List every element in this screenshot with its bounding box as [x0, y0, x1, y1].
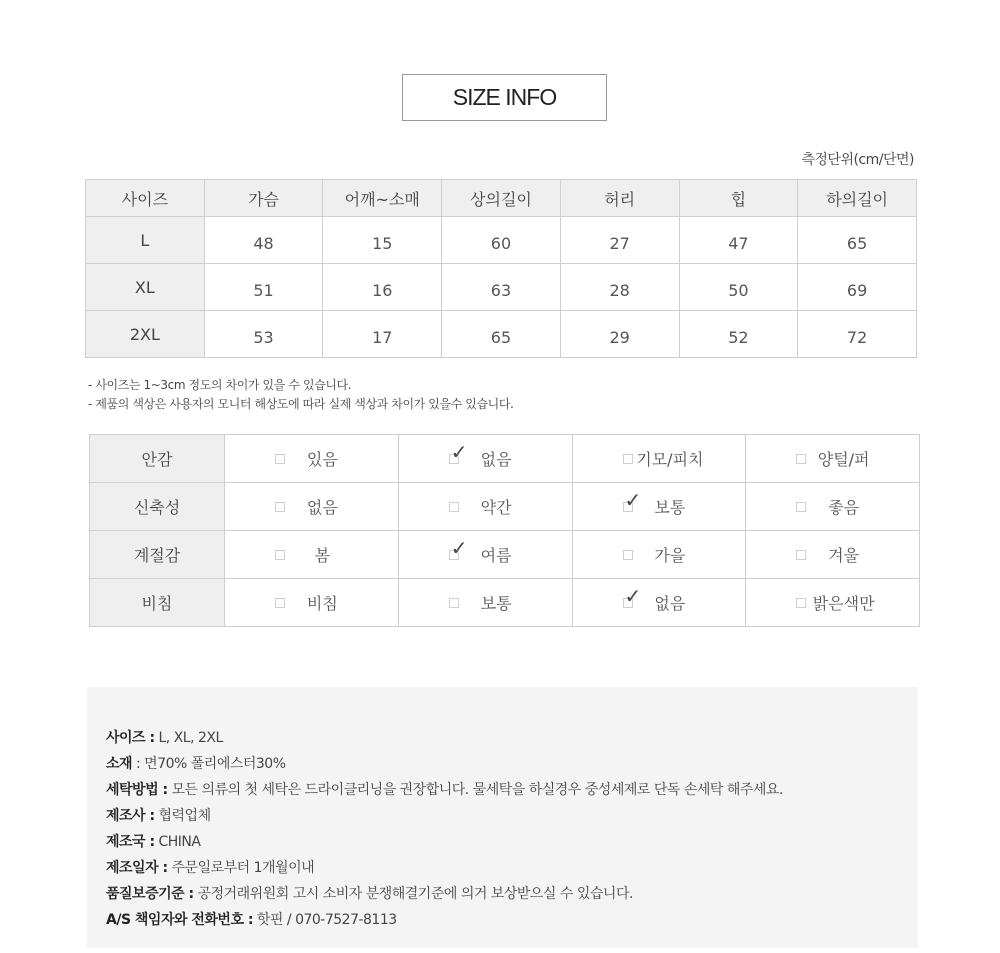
check-mark-icon: ✓ [624, 488, 642, 512]
size-value: 15 [323, 217, 442, 264]
checkbox-icon[interactable] [796, 598, 806, 608]
feature-option-label: 보통 [480, 594, 512, 613]
feature-option-label: 있음 [306, 450, 338, 469]
size-value: 60 [442, 217, 561, 264]
size-notes [88, 376, 513, 414]
feature-label: 비침 [90, 579, 225, 627]
info-key: 소재 [106, 756, 133, 772]
size-value: 50 [679, 264, 798, 311]
size-note: - 사이즈는 1~3cm 정도의 차이가 있을 수 있습니다. [88, 378, 352, 392]
feature-option-label: 좋음 [828, 498, 860, 517]
size-row-xl [86, 264, 917, 311]
info-key: A/S 책임자와 전화번호 : [106, 912, 253, 928]
feature-option-label: 밝은색만 [812, 594, 875, 613]
feature-option-label: 여름 [480, 546, 512, 565]
size-label: 2XL [86, 311, 205, 358]
info-key: 제조일자 : [106, 860, 168, 876]
checkbox-icon[interactable] [796, 502, 806, 512]
size-table-header-row [86, 180, 917, 217]
header-size: 사이즈 [86, 180, 205, 217]
size-row-l [86, 217, 917, 264]
check-mark-icon: ✓ [450, 440, 468, 464]
size-value: 17 [323, 311, 442, 358]
feature-option[interactable] [398, 531, 572, 579]
feature-option[interactable] [746, 531, 920, 579]
checkbox-icon[interactable] [275, 550, 285, 560]
size-info-title [402, 74, 607, 121]
checkbox-icon[interactable] [275, 598, 285, 608]
size-value: 69 [798, 264, 917, 311]
feature-label: 계절감 [90, 531, 225, 579]
info-key: 품질보증기준 : [106, 886, 194, 902]
checkbox-icon[interactable] [275, 502, 285, 512]
feature-label: 신축성 [90, 483, 225, 531]
size-value: 27 [560, 217, 679, 264]
checkbox-icon[interactable] [796, 454, 806, 464]
checkbox-icon[interactable] [449, 598, 459, 608]
feature-option[interactable] [572, 483, 746, 531]
feature-option-label: 양털/퍼 [817, 450, 870, 469]
info-row [106, 829, 783, 855]
size-value: 63 [442, 264, 561, 311]
feature-option-label: 보통 [654, 498, 686, 517]
size-value: 47 [679, 217, 798, 264]
feature-option-label: 가을 [654, 546, 686, 565]
info-value: 협력업체 [154, 808, 211, 824]
feature-option-label: 없음 [654, 594, 686, 613]
unit-note: 측정단위(cm/단면) [801, 152, 914, 168]
header-shoulder-sleeve: 어깨~소매 [323, 180, 442, 217]
feature-option-label: 비침 [306, 594, 338, 613]
check-mark-icon: ✓ [624, 584, 642, 608]
feature-option[interactable] [572, 435, 746, 483]
info-row [106, 881, 783, 907]
info-key: 제조사 : [106, 808, 155, 824]
feature-label: 안감 [90, 435, 225, 483]
info-value: 핫핀 / 070-7527-8113 [252, 912, 397, 928]
info-row [106, 803, 783, 829]
info-key: 제조국 : [106, 834, 155, 850]
info-key: 세탁방법 : [106, 782, 168, 798]
info-row [106, 751, 783, 777]
feature-option[interactable] [746, 483, 920, 531]
info-value: 모든 의류의 첫 세탁은 드라이클리닝을 권장합니다. 물세탁을 하실경우 중성세제로 단독 손세탁 해주세요. [167, 782, 783, 798]
size-value: 48 [204, 217, 323, 264]
header-waist: 허리 [560, 180, 679, 217]
feature-option[interactable] [572, 531, 746, 579]
info-value: : 면70% 폴리에스터30% [132, 756, 286, 772]
feature-option-label: 약간 [480, 498, 512, 517]
feature-option[interactable] [398, 483, 572, 531]
check-mark-icon: ✓ [450, 536, 468, 560]
product-info-list [106, 725, 783, 933]
info-key: 사이즈 : [106, 730, 155, 746]
feature-option[interactable] [398, 435, 572, 483]
feature-option[interactable] [572, 579, 746, 627]
feature-option-label: 없음 [480, 450, 512, 469]
color-note: - 제품의 색상은 사용자의 모니터 해상도에 따라 실제 색상과 차이가 있을수 있습니다. [88, 397, 514, 411]
checkbox-icon[interactable] [449, 502, 459, 512]
info-row [106, 907, 783, 933]
info-row [106, 855, 783, 881]
feature-option[interactable] [398, 579, 572, 627]
feature-option[interactable] [225, 579, 399, 627]
feature-option[interactable] [746, 435, 920, 483]
size-value: 72 [798, 311, 917, 358]
size-label: L [86, 217, 205, 264]
header-top-length: 상의길이 [442, 180, 561, 217]
header-bottom-length: 하의길이 [798, 180, 917, 217]
feature-row-season [90, 531, 920, 579]
size-value: 51 [204, 264, 323, 311]
checkbox-icon[interactable] [275, 454, 285, 464]
size-label: XL [86, 264, 205, 311]
checkbox-icon[interactable] [623, 454, 633, 464]
size-value: 65 [442, 311, 561, 358]
feature-option[interactable] [225, 483, 399, 531]
info-value: 공정거래위원회 고시 소비자 분쟁해결기준에 의거 보상받으실 수 있습니다. [193, 886, 633, 902]
size-value: 52 [679, 311, 798, 358]
header-chest: 가슴 [204, 180, 323, 217]
size-value: 29 [560, 311, 679, 358]
checkbox-icon[interactable] [796, 550, 806, 560]
feature-table [89, 434, 920, 627]
feature-option-label: 겨울 [828, 546, 860, 565]
product-info-panel [87, 687, 918, 948]
info-value: L, XL, 2XL [154, 730, 223, 746]
feature-option-label: 없음 [306, 498, 338, 517]
size-value: 28 [560, 264, 679, 311]
size-value: 16 [323, 264, 442, 311]
size-table [85, 179, 917, 358]
feature-row-lining [90, 435, 920, 483]
feature-option-label: 봄 [314, 546, 331, 565]
feature-option[interactable] [225, 435, 399, 483]
size-value: 65 [798, 217, 917, 264]
feature-row-sheerness [90, 579, 920, 627]
size-info-title-text: SIZE INFO [452, 84, 557, 110]
info-row [106, 725, 783, 751]
feature-option[interactable] [746, 579, 920, 627]
size-row-2xl [86, 311, 917, 358]
info-value: CHINA [154, 834, 201, 850]
info-value: 주문일로부터 1개월이내 [167, 860, 315, 876]
header-hip: 힙 [679, 180, 798, 217]
feature-option-label: 기모/피치 [636, 450, 704, 469]
feature-option[interactable] [225, 531, 399, 579]
info-row [106, 777, 783, 803]
feature-row-stretch [90, 483, 920, 531]
size-value: 53 [204, 311, 323, 358]
checkbox-icon[interactable] [623, 550, 633, 560]
